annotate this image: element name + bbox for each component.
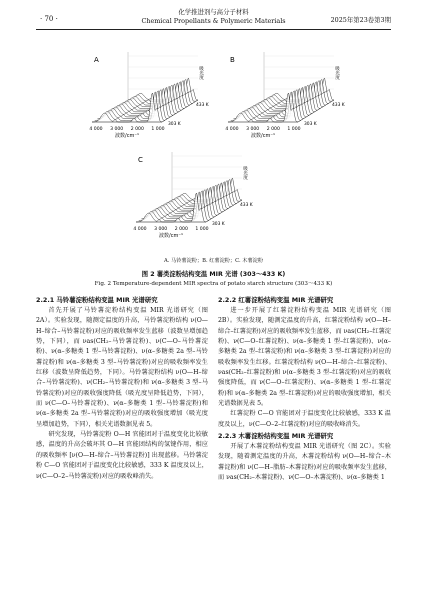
paragraph: 研究发现，马铃薯淀粉 O—H 官能团对于温度变化比较敏感，温度的升高会破坏其 O—H 官能团结构的氢键作用，相应的吸收频率 [ν(O—H–缔合–马铃薯淀粉)] 出现蓝移。马铃薯淀粉 C—O 官能团对于温度变化比较敏感，333 K 温度及以上，ν(C—O–2–马铃薯淀粉)对应的吸收峰消失。 bbox=[36, 431, 208, 480]
x-tick-label: 2 000 bbox=[266, 127, 280, 132]
x-tick-label: 1 000 bbox=[287, 127, 301, 132]
figure-panel-b bbox=[222, 50, 350, 146]
figure-caption-en: Fig. 2 Temperature-dependent MIR spectra of potato starch structure (303～433 K) bbox=[94, 281, 333, 287]
z-axis-label: 吸光度 bbox=[198, 66, 204, 80]
figure-panel-c bbox=[130, 150, 258, 246]
waterfall-plot bbox=[86, 50, 214, 146]
waterfall-plot bbox=[222, 50, 350, 146]
temp-high-label: 433 K bbox=[196, 103, 209, 108]
issue-info: 2025年第23卷第3期 bbox=[330, 16, 391, 24]
x-tick-label: 2 000 bbox=[130, 127, 144, 132]
paragraph: 开展了木薯淀粉结构变温 MIR 光谱研究（图 2C）。实验发现，随着测定温度的升高，木薯淀粉结构 ν(O—H–缔合–木薯淀粉)和 ν(C—H–脂肪–木薯淀粉)对应的吸收频率发生蓝移，而 νas(CH₂–木薯淀粉)、ν(C—O–木薯淀粉)、ν(α–多糖类 1 bbox=[218, 443, 391, 482]
section-title-2-2-2: 2.2.2 红薯淀粉结构变温 MIR 光谱研究 bbox=[218, 296, 334, 304]
header-rule bbox=[36, 29, 391, 30]
temp-high-label: 433 K bbox=[332, 103, 345, 108]
section-title-2-2-3: 2.2.3 木薯淀粉结构变温 MIR 光谱研究 bbox=[218, 432, 334, 441]
panel-label: B bbox=[230, 56, 235, 64]
figure-subcaption: A. 马铃薯淀粉；B. 红薯淀粉；C. 木薯淀粉 bbox=[163, 258, 264, 264]
waterfall-plot bbox=[130, 150, 258, 246]
panel-label: A bbox=[94, 56, 99, 64]
z-axis-label: 吸光度 bbox=[242, 166, 248, 180]
x-tick-label: 4 000 bbox=[89, 127, 103, 132]
x-tick-label: 3 000 bbox=[110, 127, 124, 132]
temp-high-label: 433 K bbox=[240, 203, 253, 208]
x-tick-label: 4 000 bbox=[225, 127, 239, 132]
page-number: · 70 · bbox=[40, 15, 58, 23]
z-axis-label: 吸光度 bbox=[334, 66, 340, 80]
temp-low-label: 303 K bbox=[168, 122, 181, 127]
x-tick-label: 3 000 bbox=[154, 227, 168, 232]
x-axis-label: 波数/cm⁻¹ bbox=[251, 133, 275, 139]
x-tick-label: 1 000 bbox=[151, 127, 165, 132]
figure-panel-a bbox=[86, 50, 214, 146]
paragraph: 进一步开展了红薯淀粉结构变温 MIR 光谱研究（图 2B）。实验发现，随测定温度的升高，红薯淀粉结构 ν(O—H–缔合–红薯淀粉)对应的吸收频率发生蓝移，而 νas(CH₂–红薯淀粉)、ν(C—O–红薯淀粉)、ν(α–多糖类 1 型–红薯淀粉)、ν(α–多糖类 2a 型–红薯淀粉)和 ν(α–多糖类 3 型–红薯淀粉)对应的吸收频率发生红移。红薯淀粉结构 ν(O—H–缔合–红薯淀粉)、νas(CH₂–红薯淀粉)和 ν(α–多糖类 3 型–红薯淀粉)对应的吸收强度降低，而 ν(C—O–红薯淀粉)、ν(α–多糖类 1 型–红薯淀粉)和 ν(α–多糖类 2a 型–红薯淀粉)对应的吸收强度增加，相关光谱数据见表 5。 bbox=[218, 307, 391, 408]
section-title-2-2-1: 2.2.1 马铃薯淀粉结构变温 MIR 光谱研究 bbox=[36, 296, 158, 304]
paragraph: 首先开展了马铃薯淀粉结构变温 MIR 光谱研究（图 2A）。实验发现，随测定温度的升高，马铃薯淀粉结构 ν(O—H–缔合–马铃薯淀粉)对应的吸收频率发生蓝移（波数呈增加趋势，下同），而 νas(CH₂–马铃薯淀粉)、ν(C—O–马铃薯淀粉)、ν(α–多糖类 1 型–马铃薯淀粉)、ν(α–多糖类 2a 型–马铃薯淀粉)和 ν(α–多糖类 3 型–马铃薯淀粉)对应的吸收频率发生红移（波数呈降低趋势，下同）。马铃薯淀粉结构 ν(O—H–缔合–马铃薯淀粉)、ν(CH₂–马铃薯淀粉)和 ν(α–多糖类 3 型–马铃薯淀粉)对应的吸收强度降低（吸光度呈降低趋势，下同），而 ν(C—O–马铃薯淀粉)、ν(α–多糖类 1 型–马铃薯淀粉)和 ν(α–多糖类 2a 型–马铃薯淀粉)对应的吸收强度增加（吸光度呈增加趋势，下同），相关光谱数据见表 5。 bbox=[36, 307, 208, 428]
temp-low-label: 303 K bbox=[212, 222, 225, 227]
paragraph: 红薯淀粉 C—O 官能团对于温度变化比较敏感，333 K 温度及以上，ν(C—O–2–红薯淀粉)对应的吸收峰消失。 bbox=[218, 410, 391, 428]
x-tick-label: 2 000 bbox=[174, 227, 188, 232]
journal-title-en: Chemical Propellants & Polymeric Materials bbox=[141, 16, 286, 25]
x-axis-label: 波数/cm⁻¹ bbox=[115, 133, 139, 139]
temp-low-label: 303 K bbox=[304, 122, 317, 127]
panel-label: C bbox=[138, 156, 143, 164]
x-tick-label: 1 000 bbox=[195, 227, 209, 232]
journal-title-cn: 化学推进剂与高分子材料 bbox=[178, 8, 249, 16]
left-column bbox=[36, 294, 208, 482]
x-tick-label: 3 000 bbox=[246, 127, 260, 132]
x-axis-label: 波数/cm⁻¹ bbox=[159, 233, 183, 239]
figure-caption-cn: 图 2 薯类淀粉结构变温 MIR 光谱 (303～433 K) bbox=[141, 271, 286, 278]
right-column bbox=[218, 294, 391, 484]
x-tick-label: 4 000 bbox=[133, 227, 147, 232]
